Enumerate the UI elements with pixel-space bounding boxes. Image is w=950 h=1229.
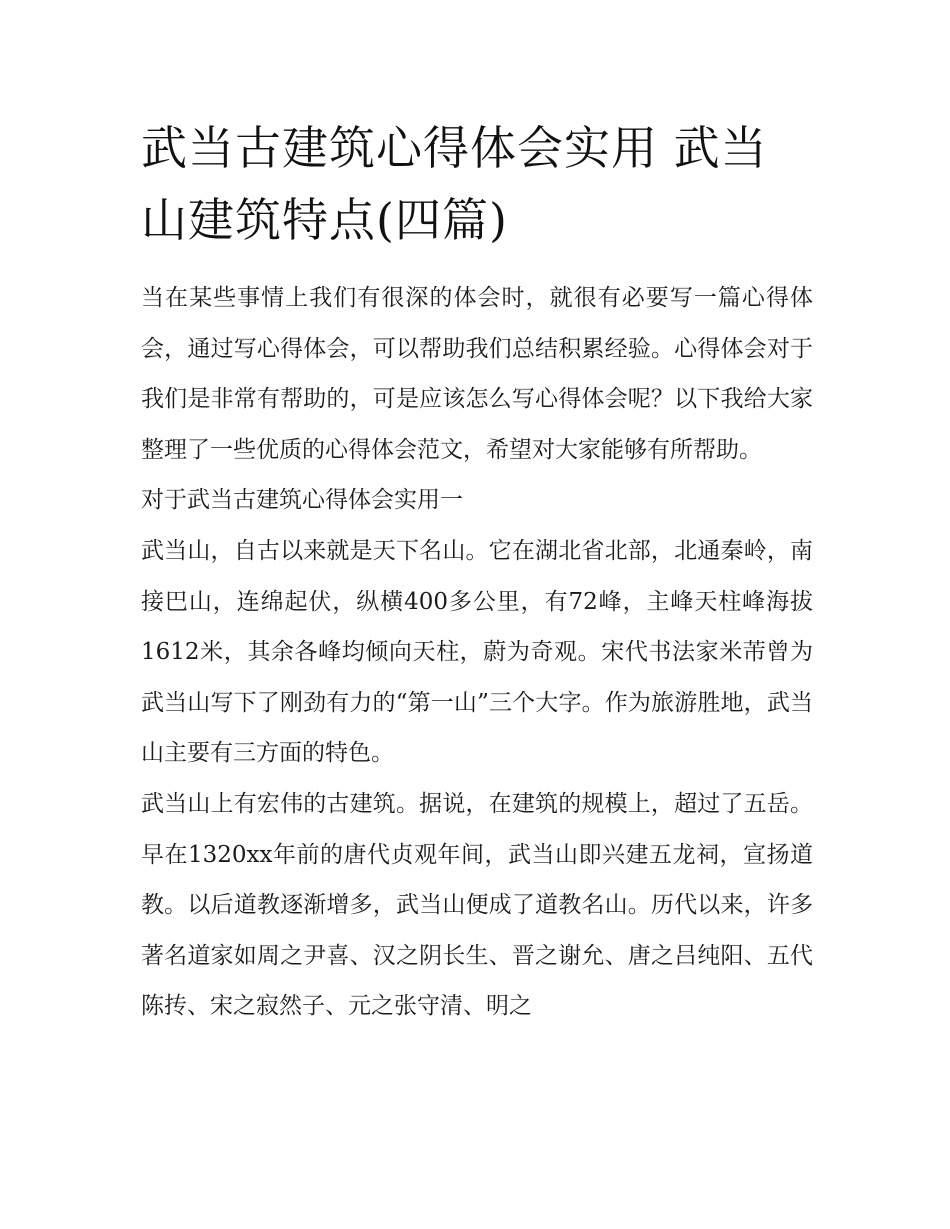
body-paragraph-wudang-intro: 武当山，自古以来就是天下名山。它在湖北省北部，北通秦岭，南接巴山，连绵起伏，纵横400多公里，有72峰，主峰天柱峰海拔1612米，其余各峰均倾向天柱，蔚为奇观。宋代书法家米芾曾为武当山写下了刚劲有力的“第一山”三个大字。作为旅游胜地，武当山主要有三方面的特色。 <box>141 537 813 767</box>
body-paragraph-architecture: 武当山上有宏伟的古建筑。据说，在建筑的规模上，超过了五岳。早在1320xx年前的唐代贞观年间，武当山即兴建五龙祠，宣扬道教。以后道教逐渐增多，武当山便成了道教名山。历代以来，许多著名道家如周之尹喜、汉之阴长生、晋之谢允、唐之吕纯阳、五代陈抟、宋之寂然子、元之张守清、明之 <box>141 790 813 1020</box>
intro-paragraph: 当在某些事情上我们有很深的体会时，就很有必要写一篇心得体会，通过写心得体会，可以帮助我们总结积累经验。心得体会对于我们是非常有帮助的，可是应该怎么写心得体会呢？以下我给大家整理了一些优质的心得体会范文，希望对大家能够有所帮助。 <box>141 285 813 463</box>
section-heading: 对于武当古建筑心得体会实用一 <box>141 487 463 514</box>
document-page <box>141 112 813 1032</box>
document-title: 武当古建筑心得体会实用 武当山建筑特点(四篇) <box>141 121 768 247</box>
